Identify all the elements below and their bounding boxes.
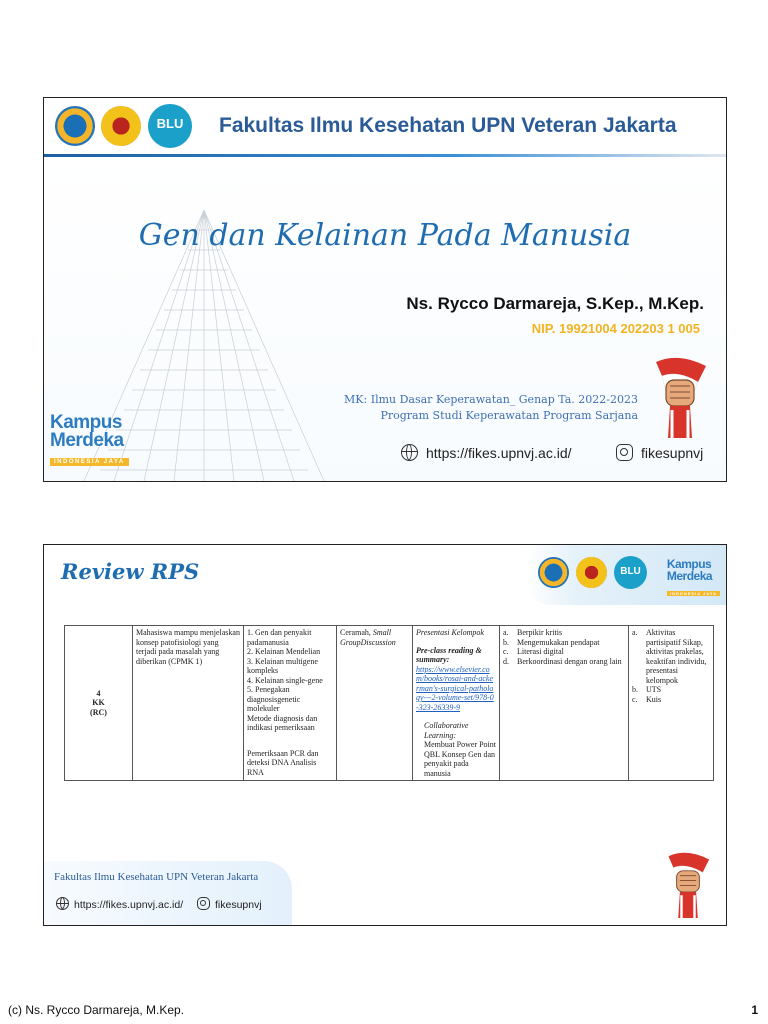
week-cell: [65, 626, 133, 781]
blu-logo: BLU: [614, 556, 647, 589]
globe-icon: [401, 444, 418, 461]
slide-footer: [44, 861, 292, 926]
collab-items: Membuat Power Point QBL Konsep Gen dan penyakit pada manusia: [424, 740, 496, 778]
materi-item: 5. Penegakan diagnosisgenetic molekuler: [247, 685, 301, 713]
materi-item: 2. Kelainan Mendelian: [247, 647, 321, 656]
materi-cell: [244, 626, 337, 781]
instagram-link[interactable]: [616, 444, 703, 461]
website-link[interactable]: [401, 444, 572, 461]
raised-fist-flag-illustration: [662, 845, 714, 921]
faculty-title: Fakultas Ilmu Kesehatan UPN Veteran Jakarta: [219, 114, 677, 137]
indonesia-jaya-tag: INDONESIA JAYA: [50, 458, 129, 466]
slide-header: [44, 98, 726, 156]
course-line: MK: Ilmu Dasar Keperawatan_ Genap Ta. 2022-2023: [344, 393, 638, 406]
collab-label: Collaborative Learning:: [424, 721, 469, 740]
globe-icon: [56, 897, 69, 910]
page-number: 1: [751, 1003, 758, 1017]
week-code: KK: [92, 698, 105, 708]
indikator-cell: [500, 626, 629, 781]
copyright-text: (c) Ns. Rycco Darmareja, M.Kep.: [8, 1003, 185, 1017]
footer-faculty-title: Fakultas Ilmu Kesehatan UPN Veteran Jakarta: [54, 871, 259, 883]
kampus-text: Kampus: [50, 412, 122, 433]
pengalaman-cell: [413, 626, 500, 781]
list-item: c. Kuis: [632, 694, 662, 704]
materi-item: Pemeriksaan PCR dan deteksi DNA Analisis RNA: [247, 748, 319, 777]
list-item: a. Aktivitas partisipatif Sikap, aktivitas prakelas, keaktifan individu, presentasi kelompok: [632, 628, 707, 685]
lecture-title: Gen dan Kelainan Pada Manusia: [138, 218, 632, 253]
instagram-icon: [616, 444, 633, 461]
merdeka-text: Merdeka: [50, 430, 124, 451]
list-item: b. UTS: [632, 685, 662, 694]
course-info: [344, 392, 638, 424]
list-item: c. Literasi digital: [503, 647, 564, 656]
header-band: [44, 154, 726, 157]
program-line: Program Studi Keperawatan Program Sarjana: [380, 409, 638, 422]
indikator-list: [503, 628, 625, 666]
website-text: https://fikes.upnvj.ac.id/: [426, 445, 572, 461]
website-text: https://fikes.upnvj.ac.id/: [74, 899, 184, 911]
kemendikbud-logo: [538, 557, 569, 588]
instagram-text: fikesupnvj: [641, 445, 704, 461]
instagram-link[interactable]: [197, 897, 262, 911]
kampus-merdeka-logo: [667, 558, 720, 600]
table-row: [65, 626, 714, 781]
materi-item: Metode diagnosis dan indikasi pemeriksaan: [247, 713, 318, 732]
penilaian-list: [632, 628, 710, 704]
merdeka-text: Merdeka: [666, 569, 713, 583]
metode-text: Ceramah,: [340, 628, 373, 637]
title-slide: [43, 97, 727, 482]
indonesia-jaya-tag: INDONESIA JAYA: [667, 591, 720, 596]
materi-item: 1. Gen dan penyakit padamanusia: [247, 628, 312, 647]
list-item: a. Berpikir kritis: [503, 628, 563, 637]
materi-item: 3. Kelainan multigene kompleks: [247, 656, 318, 675]
author-name: Ns. Rycco Darmareja, S.Kep., M.Kep.: [406, 294, 704, 313]
rps-table: [64, 625, 714, 781]
upnvj-logo: [576, 557, 607, 588]
kampus-merdeka-logo: [50, 414, 129, 468]
instagram-icon: [197, 897, 210, 910]
materi-item: 4. Kelainan single-gene: [247, 675, 323, 685]
review-rps-slide: [43, 544, 727, 926]
author-nip: NIP. 19921004 202203 1 005: [531, 321, 700, 336]
raised-fist-flag-illustration: [648, 352, 712, 438]
metode-cell: [337, 626, 413, 781]
blu-logo: BLU: [148, 104, 192, 148]
penilaian-cell: [629, 626, 714, 781]
kampus-text: Kampus: [666, 557, 712, 571]
kemendikbud-logo: [55, 106, 95, 146]
reading-link[interactable]: https://www.elsevier.com/books/rosai-and-ackerman's-surgical-pathology---2-volume-set/978-0-323-26339-9: [416, 664, 494, 712]
pengalaman-title: Presentasi Kelompok: [416, 628, 484, 637]
website-link[interactable]: [56, 897, 183, 911]
list-item: d. Berkoordinasi dengan orang lain: [503, 656, 622, 666]
cpmk-cell: Mahasiswa mampu menjelaskan konsep patofisiologi yang terjadi pada masalah yang diberikan (CPMK 1): [133, 626, 244, 781]
instagram-text: fikesupnvj: [215, 899, 262, 911]
header-logos: [526, 545, 726, 605]
slide-title: Review RPS: [61, 559, 200, 584]
list-item: b. Mengemukakan pendapat: [503, 637, 600, 647]
week-number: 4: [96, 688, 101, 698]
week-type: (RC): [90, 707, 107, 717]
metode-italic: Small GroupDiscussion: [340, 628, 396, 647]
pengalaman-pre: Pre-class reading & summary:: [416, 645, 482, 664]
upnvj-logo: [101, 106, 141, 146]
